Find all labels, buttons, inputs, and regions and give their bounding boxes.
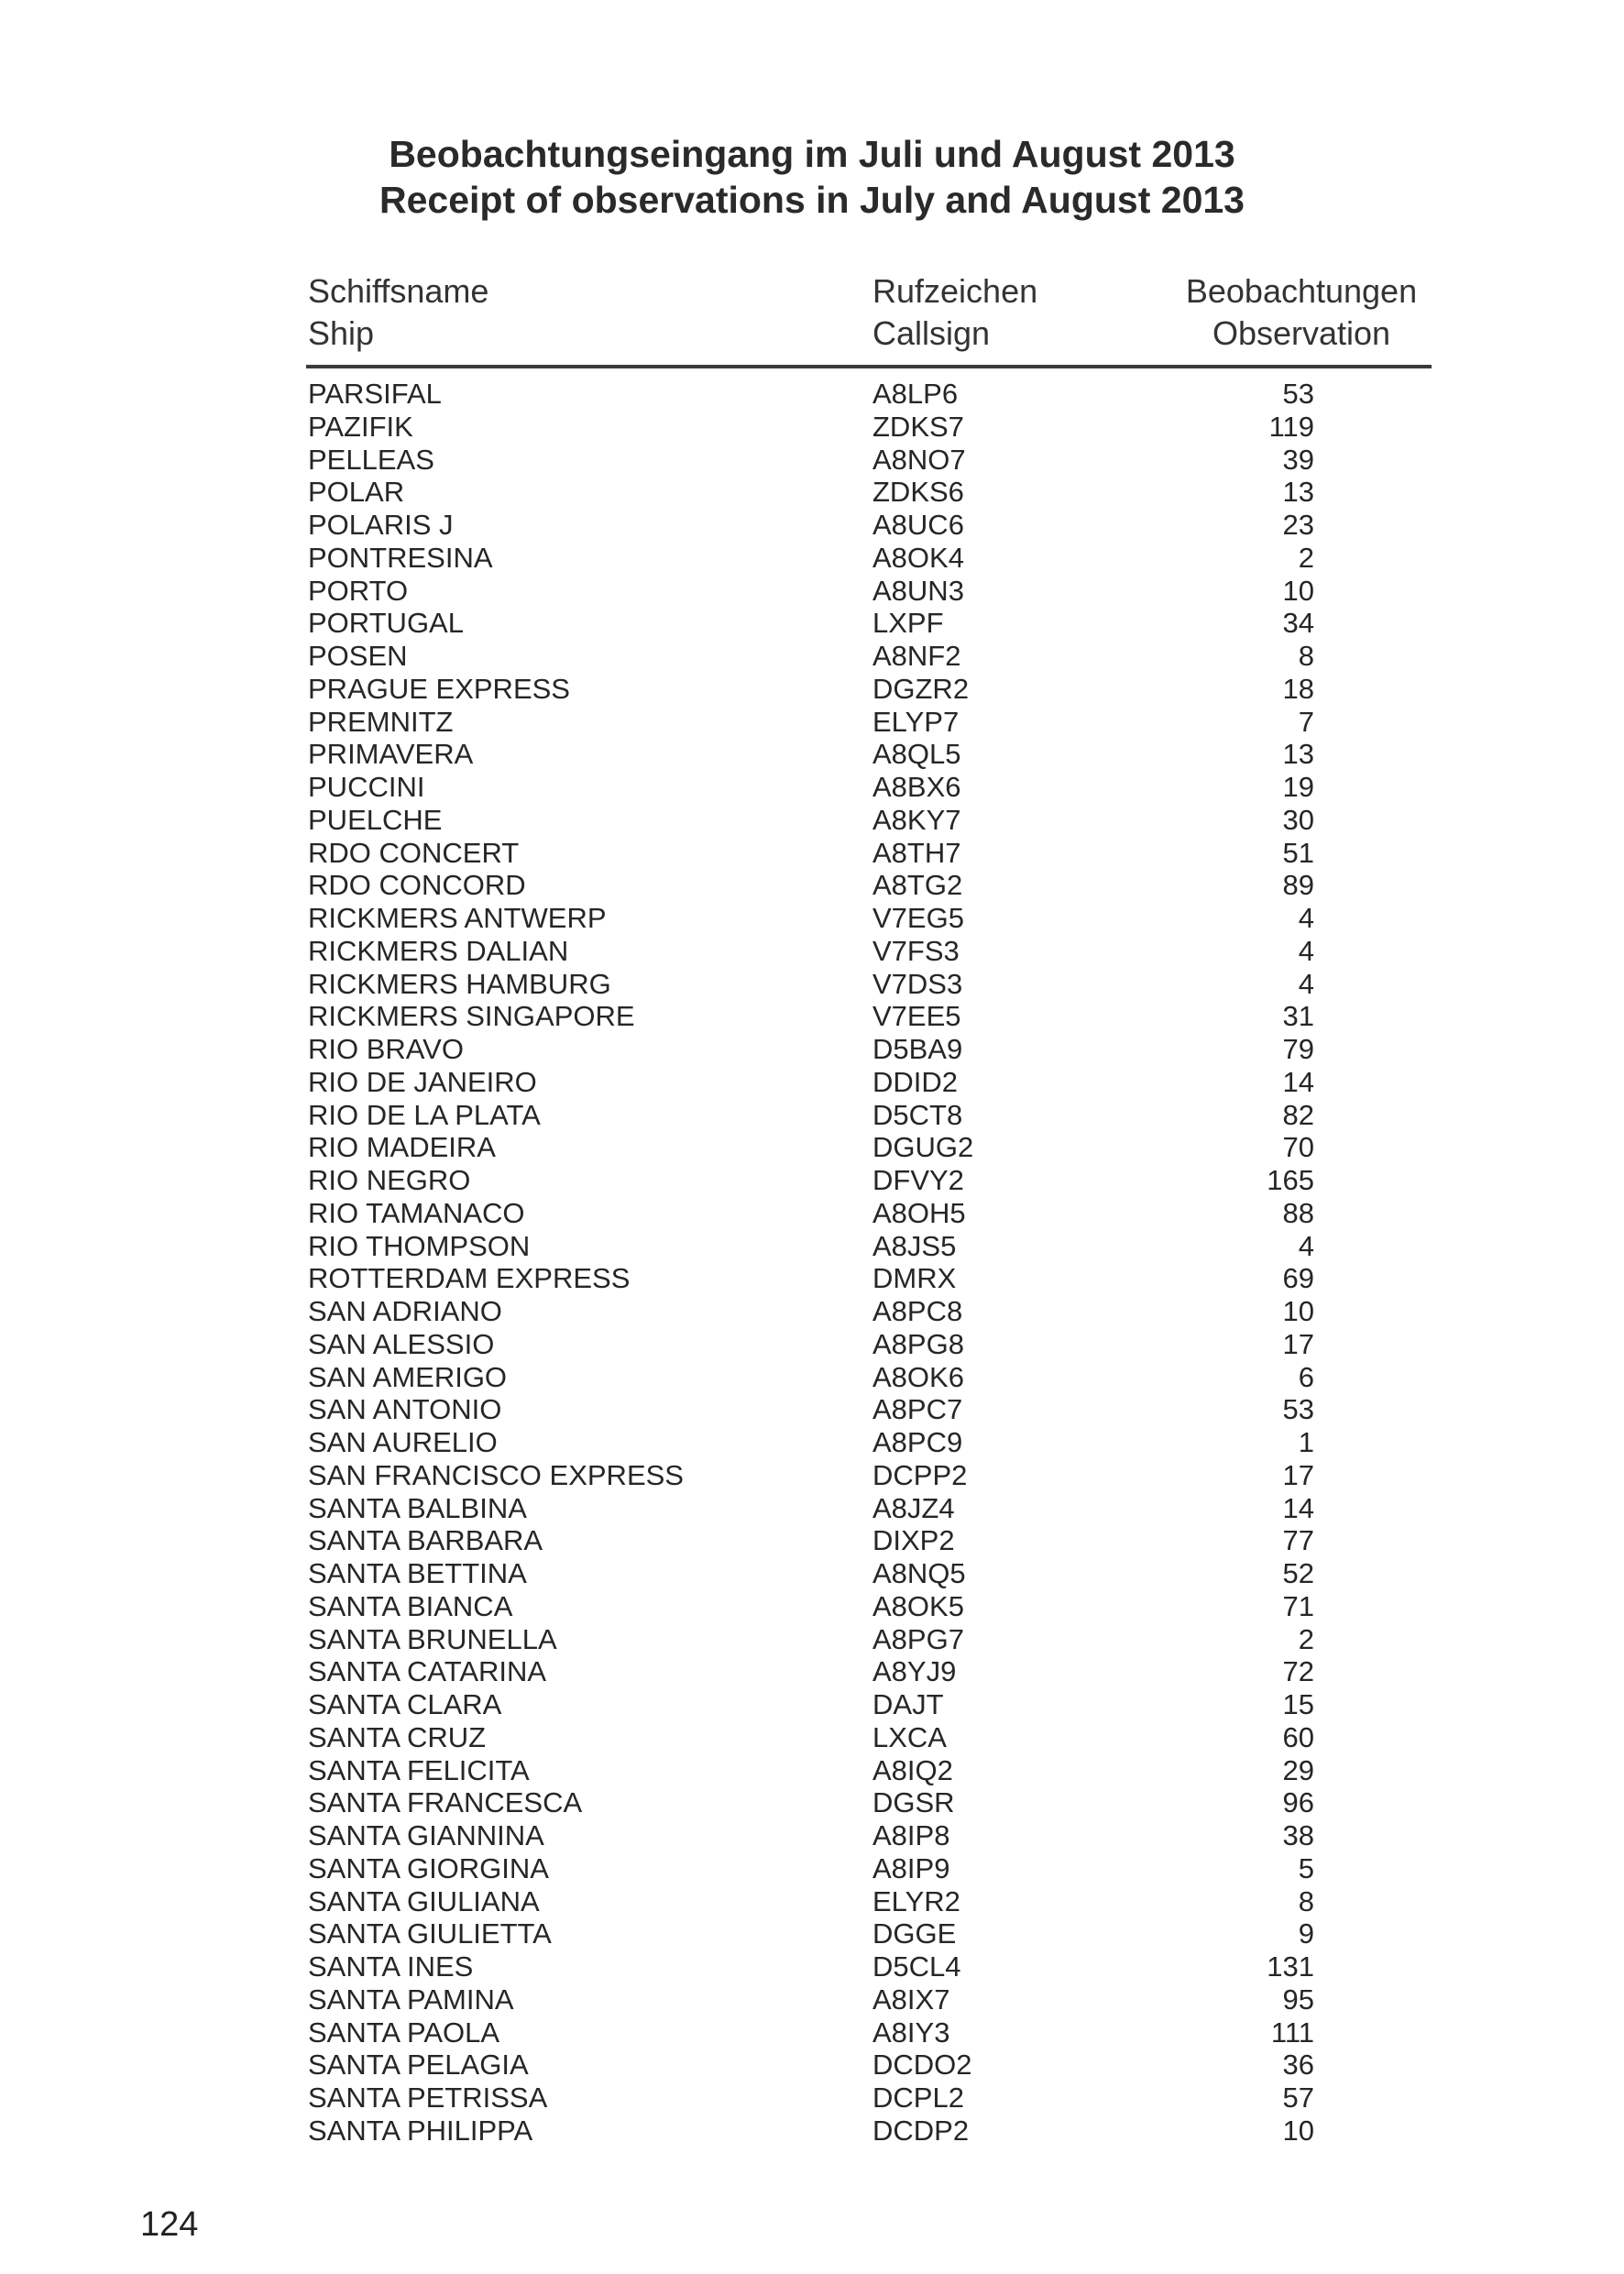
- table-row: [0, 2016, 1624, 2049]
- table-row: [0, 738, 1624, 771]
- ship-name-cell: SANTA GIORGINA: [308, 1851, 549, 1884]
- ship-name-cell: PRIMAVERA: [308, 738, 474, 771]
- ship-name-cell: SANTA BARBARA: [308, 1524, 543, 1557]
- table-row: [0, 1688, 1624, 1721]
- callsign-cell: A8JZ4: [872, 1491, 955, 1524]
- table-row: [0, 935, 1624, 968]
- observations-table: [0, 378, 1624, 2148]
- ship-name-cell: SANTA PAMINA: [308, 1983, 514, 2016]
- table-row: [0, 1230, 1624, 1263]
- ship-name-cell: SANTA GIULIANA: [308, 1884, 540, 1917]
- ship-name-cell: PORTO: [308, 574, 409, 607]
- table-row: [0, 640, 1624, 673]
- callsign-cell: A8BX6: [872, 771, 961, 803]
- ship-name-cell: SANTA BALBINA: [308, 1491, 527, 1524]
- ship-name-cell: RIO TAMANACO: [308, 1196, 525, 1229]
- observation-count-cell: 10: [1282, 574, 1314, 607]
- ship-name-cell: PREMNITZ: [308, 705, 454, 738]
- page-number: 124: [140, 2205, 199, 2244]
- ship-name-cell: ROTTERDAM EXPRESS: [308, 1262, 631, 1295]
- table-row: [0, 2049, 1624, 2082]
- table-row: [0, 1590, 1624, 1623]
- table-row: [0, 1426, 1624, 1459]
- table-row: [0, 1754, 1624, 1787]
- table-row: [0, 1197, 1624, 1230]
- ship-name-cell: SANTA INES: [308, 1950, 474, 1983]
- observation-count-cell: 96: [1282, 1786, 1314, 1819]
- callsign-cell: V7EG5: [872, 902, 964, 934]
- observation-count-cell: 4: [1298, 934, 1314, 967]
- ship-name-cell: SANTA CLARA: [308, 1688, 502, 1720]
- ship-name-cell: PAZIFIK: [308, 410, 413, 443]
- observation-count-cell: 23: [1282, 509, 1314, 541]
- table-row: [0, 673, 1624, 706]
- observation-count-cell: 1: [1298, 1426, 1314, 1458]
- callsign-cell: A8IP9: [872, 1851, 950, 1884]
- table-row: [0, 1131, 1624, 1164]
- observation-count-cell: 17: [1282, 1327, 1314, 1360]
- observation-count-cell: 18: [1282, 672, 1314, 705]
- table-row: [0, 804, 1624, 837]
- ship-name-cell: SAN AMERIGO: [308, 1360, 508, 1393]
- ship-name-cell: SANTA BIANCA: [308, 1589, 513, 1622]
- page-title-german: Beobachtungseingang im Juli und August 2013: [389, 133, 1235, 175]
- observation-count-cell: 19: [1282, 771, 1314, 803]
- table-row: [0, 968, 1624, 1001]
- ship-name-cell: SANTA FELICITA: [308, 1753, 530, 1786]
- ship-name-cell: POLAR: [308, 476, 405, 509]
- table-row: [0, 1328, 1624, 1361]
- observation-count-cell: 39: [1282, 443, 1314, 476]
- ship-name-cell: RIO MADEIRA: [308, 1131, 496, 1164]
- table-row: [0, 607, 1624, 640]
- observation-count-cell: 53: [1282, 378, 1314, 410]
- observation-count-cell: 77: [1282, 1524, 1314, 1557]
- callsign-cell: DGUG2: [872, 1131, 974, 1164]
- observation-count-cell: 88: [1282, 1196, 1314, 1229]
- table-row: [0, 706, 1624, 739]
- callsign-cell: A8NQ5: [872, 1557, 966, 1589]
- callsign-cell: A8IQ2: [872, 1753, 953, 1786]
- ship-name-cell: SANTA GIULIETTA: [308, 1917, 552, 1950]
- ship-name-cell: SANTA FRANCESCA: [308, 1786, 583, 1819]
- callsign-cell: DAJT: [872, 1688, 944, 1720]
- ship-name-cell: RIO THOMPSON: [308, 1229, 531, 1262]
- observation-count-cell: 4: [1298, 902, 1314, 934]
- table-row: [0, 1099, 1624, 1132]
- table-row: [0, 378, 1624, 411]
- table-row: [0, 2115, 1624, 2148]
- observation-count-cell: 51: [1282, 836, 1314, 869]
- table-row: [0, 902, 1624, 935]
- table-row: [0, 1721, 1624, 1754]
- callsign-cell: DIXP2: [872, 1524, 955, 1557]
- callsign-cell: A8LP6: [872, 378, 959, 410]
- ship-name-cell: RDO CONCORD: [308, 869, 526, 902]
- callsign-cell: DCDP2: [872, 2114, 970, 2147]
- observation-count-cell: 60: [1282, 1720, 1314, 1753]
- callsign-cell: A8PC9: [872, 1426, 963, 1458]
- callsign-cell: ZDKS7: [872, 410, 964, 443]
- column-header-ship-english: Ship: [308, 314, 375, 352]
- callsign-cell: D5BA9: [872, 1033, 963, 1065]
- observation-count-cell: 69: [1282, 1262, 1314, 1295]
- observation-count-cell: 71: [1282, 1589, 1314, 1622]
- observation-count-cell: 2: [1298, 1622, 1314, 1655]
- callsign-cell: DCPL2: [872, 2082, 964, 2114]
- table-row: [0, 1033, 1624, 1066]
- table-row: [0, 411, 1624, 444]
- table-row: [0, 869, 1624, 902]
- ship-name-cell: SANTA PETRISSA: [308, 2082, 548, 2114]
- column-header-callsign-german: Rufzeichen: [872, 272, 1038, 310]
- callsign-cell: A8PC7: [872, 1393, 963, 1426]
- ship-name-cell: SANTA CATARINA: [308, 1655, 547, 1688]
- ship-name-cell: RICKMERS SINGAPORE: [308, 1000, 635, 1033]
- table-row: [0, 1655, 1624, 1688]
- ship-name-cell: PELLEAS: [308, 443, 434, 476]
- callsign-cell: A8OK6: [872, 1360, 964, 1393]
- callsign-cell: LXPF: [872, 607, 944, 640]
- callsign-cell: DGSR: [872, 1786, 955, 1819]
- observation-count-cell: 2: [1298, 541, 1314, 574]
- ship-name-cell: RICKMERS DALIAN: [308, 934, 569, 967]
- column-header-observations: [1173, 270, 1430, 355]
- table-row: [0, 1295, 1624, 1328]
- ship-name-cell: SAN ADRIANO: [308, 1295, 502, 1327]
- ship-name-cell: RIO NEGRO: [308, 1164, 471, 1196]
- observation-count-cell: 52: [1282, 1557, 1314, 1589]
- observation-count-cell: 79: [1282, 1033, 1314, 1065]
- observation-count-cell: 17: [1282, 1458, 1314, 1491]
- ship-name-cell: SANTA PAOLA: [308, 2016, 500, 2049]
- callsign-cell: DGGE: [872, 1917, 957, 1950]
- table-row: [0, 1066, 1624, 1099]
- callsign-cell: A8PC8: [872, 1295, 963, 1327]
- ship-name-cell: PUCCINI: [308, 771, 425, 803]
- ship-name-cell: SANTA PHILIPPA: [308, 2114, 533, 2147]
- ship-name-cell: SANTA BRUNELLA: [308, 1622, 557, 1655]
- callsign-cell: ELYP7: [872, 705, 960, 738]
- table-row: [0, 1786, 1624, 1819]
- observation-count-cell: 72: [1282, 1655, 1314, 1688]
- ship-name-cell: PARSIFAL: [308, 378, 442, 410]
- callsign-cell: A8NF2: [872, 640, 961, 672]
- observation-count-cell: 57: [1282, 2082, 1314, 2114]
- observation-count-cell: 8: [1298, 640, 1314, 672]
- table-row: [0, 476, 1624, 509]
- observation-count-cell: 10: [1282, 1295, 1314, 1327]
- ship-name-cell: PORTUGAL: [308, 607, 464, 640]
- table-row: [0, 1885, 1624, 1918]
- callsign-cell: V7EE5: [872, 1000, 961, 1033]
- ship-name-cell: RICKMERS HAMBURG: [308, 967, 611, 1000]
- table-row: [0, 2082, 1624, 2115]
- observation-count-cell: 10: [1282, 2114, 1314, 2147]
- ship-name-cell: SANTA BETTINA: [308, 1557, 527, 1589]
- ship-name-cell: SANTA GIANNINA: [308, 1819, 544, 1851]
- observation-count-cell: 36: [1282, 2049, 1314, 2082]
- column-header-observations-german: Beobachtungen: [1185, 272, 1418, 310]
- callsign-cell: A8NO7: [872, 443, 966, 476]
- observation-count-cell: 8: [1298, 1884, 1314, 1917]
- observation-count-cell: 14: [1282, 1491, 1314, 1524]
- callsign-cell: A8OK5: [872, 1589, 964, 1622]
- callsign-cell: A8IX7: [872, 1983, 950, 2016]
- observation-count-cell: 30: [1282, 803, 1314, 836]
- column-header-callsign-english: Callsign: [872, 314, 991, 352]
- callsign-cell: ZDKS6: [872, 476, 964, 509]
- callsign-cell: DMRX: [872, 1262, 957, 1295]
- callsign-cell: DDID2: [872, 1065, 959, 1098]
- ship-name-cell: RIO DE LA PLATA: [308, 1098, 541, 1131]
- callsign-cell: A8JS5: [872, 1229, 957, 1262]
- callsign-cell: A8UN3: [872, 574, 964, 607]
- table-row: [0, 1623, 1624, 1656]
- table-row: [0, 1983, 1624, 2016]
- table-row: [0, 1950, 1624, 1983]
- ship-name-cell: SAN FRANCISCO EXPRESS: [308, 1458, 684, 1491]
- callsign-cell: V7FS3: [872, 934, 960, 967]
- callsign-cell: DGZR2: [872, 672, 970, 705]
- observation-count-cell: 9: [1298, 1917, 1314, 1950]
- observation-count-cell: 131: [1267, 1950, 1314, 1983]
- ship-name-cell: SANTA CRUZ: [308, 1720, 487, 1753]
- table-row: [0, 1557, 1624, 1590]
- callsign-cell: LXCA: [872, 1720, 947, 1753]
- ship-name-cell: RICKMERS ANTWERP: [308, 902, 607, 934]
- callsign-cell: D5CT8: [872, 1098, 963, 1131]
- callsign-cell: A8UC6: [872, 509, 964, 541]
- ship-name-cell: SAN ALESSIO: [308, 1327, 495, 1360]
- observation-count-cell: 13: [1282, 476, 1314, 509]
- callsign-cell: ELYR2: [872, 1884, 960, 1917]
- observation-count-cell: 38: [1282, 1819, 1314, 1851]
- ship-name-cell: PUELCHE: [308, 803, 443, 836]
- table-row: [0, 771, 1624, 804]
- table-row: [0, 1492, 1624, 1525]
- callsign-cell: A8PG7: [872, 1622, 964, 1655]
- table-row: [0, 1000, 1624, 1033]
- ship-name-cell: RDO CONCERT: [308, 836, 520, 869]
- observation-count-cell: 31: [1282, 1000, 1314, 1033]
- column-header-ship-german: Schiffsname: [308, 272, 489, 310]
- observation-count-cell: 15: [1282, 1688, 1314, 1720]
- callsign-cell: A8TG2: [872, 869, 963, 902]
- observation-count-cell: 4: [1298, 1229, 1314, 1262]
- table-row: [0, 444, 1624, 477]
- observation-count-cell: 6: [1298, 1360, 1314, 1393]
- observation-count-cell: 165: [1267, 1164, 1314, 1196]
- callsign-cell: DFVY2: [872, 1164, 964, 1196]
- callsign-cell: DCDO2: [872, 2049, 972, 2082]
- observation-count-cell: 14: [1282, 1065, 1314, 1098]
- observation-count-cell: 13: [1282, 738, 1314, 771]
- callsign-cell: A8PG8: [872, 1327, 964, 1360]
- callsign-cell: A8YJ9: [872, 1655, 957, 1688]
- ship-name-cell: PONTRESINA: [308, 541, 493, 574]
- observation-count-cell: 4: [1298, 967, 1314, 1000]
- table-row: [0, 1361, 1624, 1394]
- table-row: [0, 1852, 1624, 1885]
- callsign-cell: A8OH5: [872, 1196, 966, 1229]
- ship-name-cell: POLARIS J: [308, 509, 454, 541]
- observation-count-cell: 29: [1282, 1753, 1314, 1786]
- column-header-observations-english: Observation: [1212, 314, 1391, 352]
- table-row: [0, 1917, 1624, 1950]
- callsign-cell: A8QL5: [872, 738, 961, 771]
- table-row: [0, 575, 1624, 608]
- column-header-callsign: [872, 270, 1037, 355]
- ship-name-cell: SAN AURELIO: [308, 1426, 498, 1458]
- ship-name-cell: POSEN: [308, 640, 408, 672]
- observation-count-cell: 53: [1282, 1393, 1314, 1426]
- observation-count-cell: 7: [1298, 705, 1314, 738]
- callsign-cell: A8OK4: [872, 541, 964, 574]
- table-row: [0, 509, 1624, 542]
- table-row: [0, 1524, 1624, 1557]
- callsign-cell: A8IY3: [872, 2016, 950, 2049]
- table-row: [0, 1393, 1624, 1426]
- observation-count-cell: 119: [1268, 410, 1314, 443]
- ship-name-cell: RIO DE JANEIRO: [308, 1065, 537, 1098]
- observation-count-cell: 34: [1282, 607, 1314, 640]
- table-row: [0, 1262, 1624, 1295]
- observation-count-cell: 5: [1298, 1851, 1314, 1884]
- table-row: [0, 1459, 1624, 1492]
- callsign-cell: V7DS3: [872, 967, 963, 1000]
- ship-name-cell: SANTA PELAGIA: [308, 2049, 529, 2082]
- observation-count-cell: 95: [1282, 1983, 1314, 2016]
- table-row: [0, 837, 1624, 870]
- observation-count-cell: 70: [1282, 1131, 1314, 1164]
- table-row: [0, 1819, 1624, 1852]
- table-row: [0, 1164, 1624, 1197]
- ship-name-cell: PRAGUE EXPRESS: [308, 672, 570, 705]
- callsign-cell: A8TH7: [872, 836, 961, 869]
- callsign-cell: A8IP8: [872, 1819, 950, 1851]
- header-divider: [306, 365, 1432, 368]
- callsign-cell: A8KY7: [872, 803, 961, 836]
- callsign-cell: DCPP2: [872, 1458, 968, 1491]
- table-row: [0, 542, 1624, 575]
- observation-count-cell: 111: [1270, 2016, 1314, 2049]
- ship-name-cell: RIO BRAVO: [308, 1033, 464, 1065]
- page-title-english: Receipt of observations in July and August 2013: [379, 179, 1245, 221]
- column-header-ship: [308, 270, 488, 355]
- observation-count-cell: 82: [1282, 1098, 1314, 1131]
- callsign-cell: D5CL4: [872, 1950, 961, 1983]
- ship-name-cell: SAN ANTONIO: [308, 1393, 502, 1426]
- observation-count-cell: 89: [1282, 869, 1314, 902]
